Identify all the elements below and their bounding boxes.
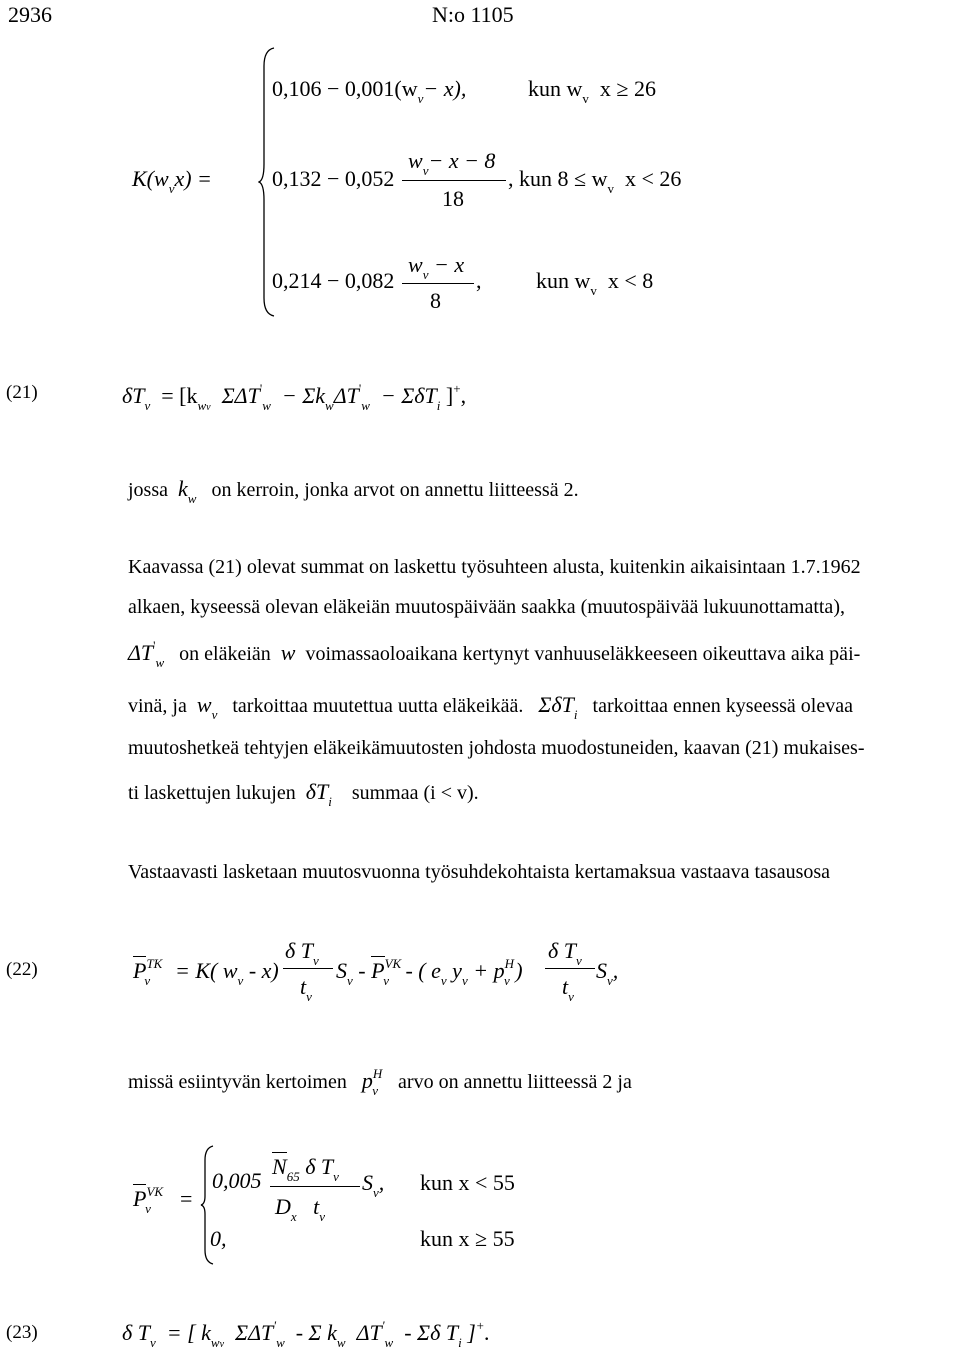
pvk-case1-a: 0,005 bbox=[212, 1168, 262, 1193]
paragraph-1-line-2: alkaen, kyseessä olevan eläkeiän muutospäivään saakka (muutospäivää lukuunottamatta), bbox=[128, 596, 845, 618]
k-case2-fraction-line bbox=[402, 180, 506, 181]
k-case2-cond: , kun $8 \le w_v$ x < 26 bbox=[508, 166, 682, 196]
pvk-case2-cond: kun x ≥ 55 bbox=[420, 1226, 515, 1251]
paragraph-1-line-1: Kaavassa (21) olevat summat on laskettu työsuhteen alusta, kuitenkin aikaisintaan 1.7.1962 bbox=[128, 556, 861, 578]
k-case1: $0,106 - 0,001(w_v- x)$, bbox=[272, 76, 467, 106]
pvk-case1-den: $D_x$ $t_v$ bbox=[275, 1194, 326, 1224]
paragraph-1-line-3: $\Delta T'_w$ on eläkeiän w voimassaoloaikana kertynyt vanhuuseläkkeeseen oikeuttava aika päi- bbox=[128, 638, 861, 670]
k-case3-fraction-line bbox=[402, 283, 474, 284]
pvk-case1-num: $N_{65}$ δ $T_v$ bbox=[272, 1154, 339, 1184]
pvk-case1-s: $S_v$, bbox=[362, 1170, 385, 1200]
eq22-frac1-den: $t_v$ bbox=[300, 974, 312, 1004]
eq21-number: (21) bbox=[6, 382, 38, 403]
paragraph-1-line-4: vinä, ja $w_v$ tarkoittaa muutettua uutta eläkeikää. ΣδT$_i$ tarkoittaa ennen kyseessä olevaa bbox=[128, 692, 853, 722]
pvk-lhs: $P^{VK}_v$ bbox=[133, 1184, 164, 1216]
k-case3-a: 0,214 − 0,082 bbox=[272, 268, 395, 293]
eq22-middle: $S_v - P^{VK}_v$ - ( $e_v$ $y_v + p^H_v$ ) bbox=[336, 956, 523, 988]
eq22-frac2-line bbox=[545, 968, 595, 969]
k-case2-num: $w_v- x - 8$ bbox=[408, 148, 496, 178]
pvk-eq: = bbox=[180, 1186, 193, 1211]
eq22-lhs: $P^{TK}_v$ bbox=[133, 956, 163, 988]
pvk-case2-a: 0, bbox=[210, 1226, 227, 1251]
issue-number: N:o 1105 bbox=[432, 2, 514, 27]
pvk-frac-line bbox=[270, 1186, 360, 1187]
eq23-number: (23) bbox=[6, 1322, 38, 1343]
eq21-body: $\delta T_v = [k_{wv}$ $\Sigma\Delta T'_w - \Sigma k_w\Delta T'_w - \Sigma\delta T_i$ ]+, bbox=[122, 381, 467, 413]
paragraph-2: Vastaavasti lasketaan muutosvuonna työsuhdekohtaista kertamaksua vastaava tasausosa bbox=[128, 861, 831, 883]
eq22-number: (22) bbox=[6, 959, 38, 980]
k-case2-den: 18 bbox=[442, 186, 464, 211]
eq22-frac2-den: $t_v$ bbox=[562, 974, 574, 1004]
eq22-frac1-line bbox=[283, 968, 333, 969]
eq22-end: $S_v$, bbox=[596, 958, 619, 988]
jossa-line: jossa $k_w$ on kerroin, jonka arvot on annettu liitteessä 2. bbox=[128, 476, 579, 506]
k-case2-a: 0,132 − 0,052 bbox=[272, 166, 395, 191]
paragraph-1-line-6: ti laskettujen lukujen $\delta T_i$ summaa (i < v). bbox=[128, 779, 479, 809]
page-number: 2936 bbox=[8, 2, 52, 27]
eq22-frac2-num: δ $T_v$ bbox=[548, 938, 582, 968]
k-case1-cond: kun $w_v$ x ≥ 26 bbox=[528, 76, 656, 106]
eq22-eq: = K( $w_v - x$) bbox=[175, 958, 279, 988]
missa-line: missä esiintyvän kertoimen $p^H_v$ arvo on annettu liitteessä 2 ja bbox=[128, 1066, 632, 1098]
k-case3-cond: kun $w_v$ x < 8 bbox=[536, 268, 654, 298]
k-case3-comma: , bbox=[476, 268, 482, 293]
k-case3-num: $w_v - x$ bbox=[408, 252, 465, 282]
paragraph-1-line-5: muutoshetkeä tehtyjen eläkeikämuutosten johdosta muodostuneiden, kaavan (21) mukaises- bbox=[128, 737, 865, 759]
eq22-frac1-num: δ $T_v$ bbox=[285, 938, 319, 968]
eq23-body: δ $T_v$ = [ $k_{wv}$ $\Sigma\Delta T'_w$ - Σ $k_w$ $\Delta T'_w$ - Σδ $T_i$ ]+. bbox=[122, 1318, 491, 1350]
k-lhs: $K(w_vx)$ = bbox=[132, 166, 212, 196]
pvk-case1-cond: kun x < 55 bbox=[420, 1170, 515, 1195]
k-case3-den: 8 bbox=[430, 288, 441, 313]
